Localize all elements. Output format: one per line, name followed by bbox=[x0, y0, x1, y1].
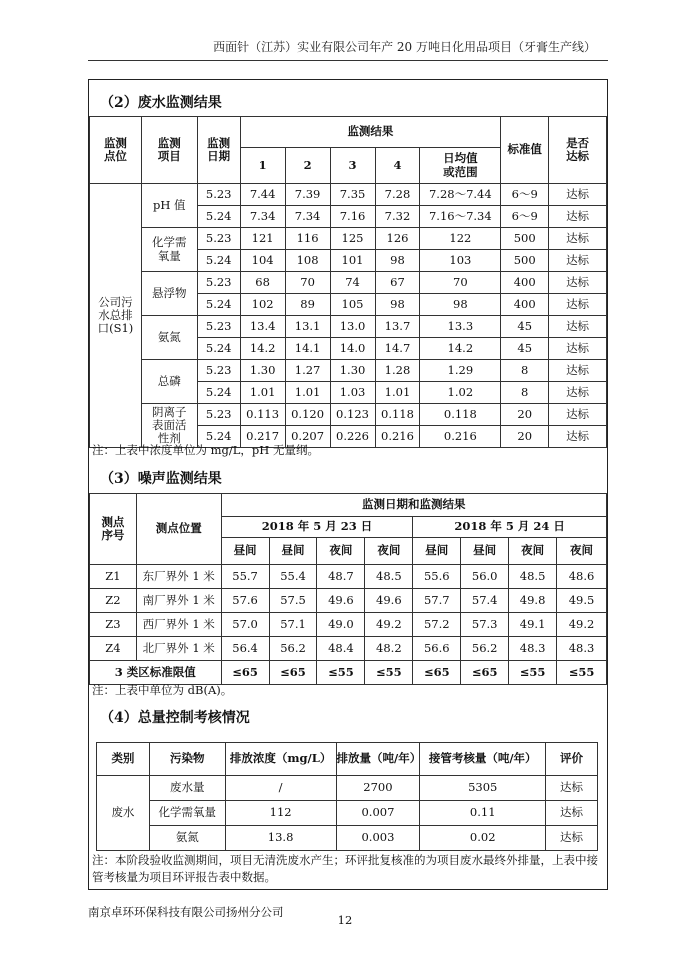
header-pollutant: 污染物 bbox=[149, 743, 225, 776]
value-cell: 7.32 bbox=[375, 206, 420, 228]
value-cell: 49.2 bbox=[557, 613, 607, 637]
limit-cell: ≤65 bbox=[269, 661, 317, 685]
table-row bbox=[90, 637, 607, 661]
value-cell: 1.30 bbox=[240, 360, 285, 382]
date-cell: 5.23 bbox=[197, 272, 240, 294]
daily-avg-cell: 7.28～7.44 bbox=[420, 184, 501, 206]
limit-cell: ≤65 bbox=[461, 661, 509, 685]
value-cell: 13.1 bbox=[285, 316, 330, 338]
header-r3: 3 bbox=[330, 148, 375, 184]
value-cell: 7.34 bbox=[240, 206, 285, 228]
value-cell: 89 bbox=[285, 294, 330, 316]
table-row bbox=[90, 404, 607, 426]
header-day: 昼间 bbox=[269, 538, 317, 565]
value-cell: 55.6 bbox=[413, 565, 461, 589]
standard-cell: 45 bbox=[501, 338, 549, 360]
header-group: 监测日期和监测结果 bbox=[221, 494, 606, 517]
noise-title: （3）噪声监测结果 bbox=[100, 471, 222, 487]
total-title: （4）总量控制考核情况 bbox=[100, 710, 250, 726]
value-cell: 7.44 bbox=[240, 184, 285, 206]
noise-note: 注：上表中单位为 dB(A)。 bbox=[92, 683, 233, 697]
value-cell: 56.2 bbox=[461, 637, 509, 661]
point-seq: Z1 bbox=[90, 565, 137, 589]
value-cell: 68 bbox=[240, 272, 285, 294]
value-cell: 101 bbox=[330, 250, 375, 272]
point-seq: Z3 bbox=[90, 613, 137, 637]
limit-label: 3 类区标准限值 bbox=[90, 661, 222, 685]
header-night: 夜间 bbox=[317, 538, 365, 565]
compliance-cell: 达标 bbox=[549, 382, 607, 404]
daily-avg-cell: 7.16～7.34 bbox=[420, 206, 501, 228]
value-cell: 49.5 bbox=[557, 589, 607, 613]
evaluation-cell: 达标 bbox=[546, 801, 598, 826]
evaluation-cell: 达标 bbox=[546, 826, 598, 851]
standard-cell: 6～9 bbox=[501, 184, 549, 206]
total-control-table bbox=[96, 742, 598, 851]
concentration-cell: 112 bbox=[225, 801, 336, 826]
limit-cell: ≤55 bbox=[365, 661, 413, 685]
value-cell: 48.5 bbox=[365, 565, 413, 589]
header-day: 昼间 bbox=[461, 538, 509, 565]
value-cell: 48.5 bbox=[509, 565, 557, 589]
value-cell: 67 bbox=[375, 272, 420, 294]
table-row bbox=[90, 228, 607, 250]
compliance-cell: 达标 bbox=[549, 250, 607, 272]
header-results: 监测结果 bbox=[240, 117, 501, 148]
value-cell: 74 bbox=[330, 272, 375, 294]
table-row bbox=[90, 613, 607, 637]
date-cell: 5.24 bbox=[197, 206, 240, 228]
limit-cell: ≤55 bbox=[509, 661, 557, 685]
value-cell: 57.1 bbox=[269, 613, 317, 637]
daily-avg-cell: 1.29 bbox=[420, 360, 501, 382]
table-row bbox=[90, 316, 607, 338]
value-cell: 49.8 bbox=[509, 589, 557, 613]
header-item: 监测 项目 bbox=[141, 117, 197, 184]
value-cell: 1.03 bbox=[330, 382, 375, 404]
value-cell: 57.5 bbox=[269, 589, 317, 613]
header-location: 测点位置 bbox=[136, 494, 221, 565]
limit-cell: ≤65 bbox=[413, 661, 461, 685]
value-cell: 121 bbox=[240, 228, 285, 250]
pollutant-name: 阴离子 表面活 性剂 bbox=[141, 404, 197, 448]
value-cell: 0.226 bbox=[330, 426, 375, 448]
standard-cell: 20 bbox=[501, 404, 549, 426]
limit-cell: ≤65 bbox=[221, 661, 269, 685]
header-seq: 测点 序号 bbox=[90, 494, 137, 565]
value-cell: 57.7 bbox=[413, 589, 461, 613]
value-cell: 49.6 bbox=[365, 589, 413, 613]
value-cell: 49.0 bbox=[317, 613, 365, 637]
compliance-cell: 达标 bbox=[549, 206, 607, 228]
point-seq: Z4 bbox=[90, 637, 137, 661]
point-seq: Z2 bbox=[90, 589, 137, 613]
amount-cell: 0.007 bbox=[336, 801, 420, 826]
daily-avg-cell: 103 bbox=[420, 250, 501, 272]
monitoring-point: 公司污 水总排 口(S1) bbox=[90, 184, 142, 448]
pollutant-cell: 氨氮 bbox=[149, 826, 225, 851]
standard-cell: 45 bbox=[501, 316, 549, 338]
wastewater-title: （2）废水监测结果 bbox=[100, 95, 222, 111]
pollutant-name: 氨氮 bbox=[141, 316, 197, 360]
value-cell: 98 bbox=[375, 250, 420, 272]
compliance-cell: 达标 bbox=[549, 184, 607, 206]
table-row bbox=[97, 776, 598, 801]
limit-cell: ≤55 bbox=[317, 661, 365, 685]
daily-avg-cell: 13.3 bbox=[420, 316, 501, 338]
page-number: 12 bbox=[337, 913, 353, 927]
header-night: 夜间 bbox=[509, 538, 557, 565]
value-cell: 1.27 bbox=[285, 360, 330, 382]
value-cell: 7.39 bbox=[285, 184, 330, 206]
value-cell: 48.4 bbox=[317, 637, 365, 661]
point-location: 南厂界外 1 米 bbox=[136, 589, 221, 613]
header-type: 类别 bbox=[97, 743, 150, 776]
header-rule bbox=[88, 60, 608, 61]
daily-avg-cell: 0.118 bbox=[420, 404, 501, 426]
value-cell: 1.28 bbox=[375, 360, 420, 382]
standard-cell: 6～9 bbox=[501, 206, 549, 228]
daily-avg-cell: 70 bbox=[420, 272, 501, 294]
total-note: 注：本阶段验收监测期间，项目无清洗废水产生；环评批复核准的为项目废水最终外排量，上表中接管考核量为项目环评报告表中数据。 bbox=[92, 853, 598, 884]
table-row bbox=[90, 589, 607, 613]
value-cell: 55.7 bbox=[221, 565, 269, 589]
value-cell: 0.216 bbox=[375, 426, 420, 448]
header-standard: 标准值 bbox=[501, 117, 549, 184]
value-cell: 57.2 bbox=[413, 613, 461, 637]
value-cell: 49.1 bbox=[509, 613, 557, 637]
value-cell: 1.01 bbox=[375, 382, 420, 404]
table-row bbox=[90, 565, 607, 589]
standard-cell: 8 bbox=[501, 360, 549, 382]
value-cell: 0.217 bbox=[240, 426, 285, 448]
table-row bbox=[97, 801, 598, 826]
value-cell: 14.7 bbox=[375, 338, 420, 360]
category-cell: 废水 bbox=[97, 776, 150, 851]
value-cell: 56.0 bbox=[461, 565, 509, 589]
header-conc: 排放浓度（mg/L） bbox=[225, 743, 336, 776]
value-cell: 48.3 bbox=[509, 637, 557, 661]
point-location: 北厂界外 1 米 bbox=[136, 637, 221, 661]
compliance-cell: 达标 bbox=[549, 294, 607, 316]
header-day: 昼间 bbox=[221, 538, 269, 565]
standard-cell: 400 bbox=[501, 294, 549, 316]
value-cell: 14.0 bbox=[330, 338, 375, 360]
standard-cell: 20 bbox=[501, 426, 549, 448]
point-location: 西厂界外 1 米 bbox=[136, 613, 221, 637]
daily-avg-cell: 0.216 bbox=[420, 426, 501, 448]
header-r4: 4 bbox=[375, 148, 420, 184]
daily-avg-cell: 122 bbox=[420, 228, 501, 250]
date-cell: 5.24 bbox=[197, 382, 240, 404]
date-cell: 5.23 bbox=[197, 316, 240, 338]
date-cell: 5.23 bbox=[197, 184, 240, 206]
header-date-1: 2018 年 5 月 23 日 bbox=[221, 517, 413, 538]
header-date: 监测 日期 bbox=[197, 117, 240, 184]
compliance-cell: 达标 bbox=[549, 338, 607, 360]
daily-avg-cell: 98 bbox=[420, 294, 501, 316]
table-row bbox=[90, 360, 607, 382]
header-date-2: 2018 年 5 月 24 日 bbox=[413, 517, 607, 538]
value-cell: 49.6 bbox=[317, 589, 365, 613]
value-cell: 14.2 bbox=[240, 338, 285, 360]
value-cell: 0.120 bbox=[285, 404, 330, 426]
value-cell: 126 bbox=[375, 228, 420, 250]
amount-cell: 0.003 bbox=[336, 826, 420, 851]
value-cell: 56.4 bbox=[221, 637, 269, 661]
value-cell: 116 bbox=[285, 228, 330, 250]
value-cell: 125 bbox=[330, 228, 375, 250]
date-cell: 5.23 bbox=[197, 360, 240, 382]
value-cell: 48.3 bbox=[557, 637, 607, 661]
header-daily-avg: 日均值 或范围 bbox=[420, 148, 501, 184]
concentration-cell: 13.8 bbox=[225, 826, 336, 851]
compliance-cell: 达标 bbox=[549, 426, 607, 448]
compliance-cell: 达标 bbox=[549, 272, 607, 294]
value-cell: 7.16 bbox=[330, 206, 375, 228]
header-amount: 排放量（吨/年） bbox=[336, 743, 420, 776]
value-cell: 57.4 bbox=[461, 589, 509, 613]
daily-avg-cell: 1.02 bbox=[420, 382, 501, 404]
value-cell: 108 bbox=[285, 250, 330, 272]
value-cell: 105 bbox=[330, 294, 375, 316]
pollutant-name: pH 值 bbox=[141, 184, 197, 228]
table-row bbox=[90, 117, 607, 148]
value-cell: 48.2 bbox=[365, 637, 413, 661]
date-cell: 5.24 bbox=[197, 294, 240, 316]
value-cell: 56.2 bbox=[269, 637, 317, 661]
pollutant-name: 化学需 氧量 bbox=[141, 228, 197, 272]
header-eval: 评价 bbox=[546, 743, 598, 776]
header-night: 夜间 bbox=[365, 538, 413, 565]
value-cell: 102 bbox=[240, 294, 285, 316]
pollutant-cell: 废水量 bbox=[149, 776, 225, 801]
footer-company: 南京卓环环保科技有限公司扬州分公司 bbox=[88, 905, 284, 919]
pollutant-cell: 化学需氧量 bbox=[149, 801, 225, 826]
table-row bbox=[97, 826, 598, 851]
concentration-cell: / bbox=[225, 776, 336, 801]
table-row bbox=[97, 743, 598, 776]
value-cell: 1.01 bbox=[285, 382, 330, 404]
compliance-cell: 达标 bbox=[549, 316, 607, 338]
value-cell: 13.4 bbox=[240, 316, 285, 338]
header-night: 夜间 bbox=[557, 538, 607, 565]
value-cell: 70 bbox=[285, 272, 330, 294]
limit-cell: ≤55 bbox=[557, 661, 607, 685]
value-cell: 48.6 bbox=[557, 565, 607, 589]
header-r2: 2 bbox=[285, 148, 330, 184]
value-cell: 57.0 bbox=[221, 613, 269, 637]
value-cell: 55.4 bbox=[269, 565, 317, 589]
pollutant-name: 悬浮物 bbox=[141, 272, 197, 316]
value-cell: 7.28 bbox=[375, 184, 420, 206]
value-cell: 0.207 bbox=[285, 426, 330, 448]
quota-cell: 5305 bbox=[420, 776, 546, 801]
compliance-cell: 达标 bbox=[549, 360, 607, 382]
value-cell: 0.123 bbox=[330, 404, 375, 426]
value-cell: 14.1 bbox=[285, 338, 330, 360]
evaluation-cell: 达标 bbox=[546, 776, 598, 801]
value-cell: 48.7 bbox=[317, 565, 365, 589]
amount-cell: 2700 bbox=[336, 776, 420, 801]
value-cell: 7.35 bbox=[330, 184, 375, 206]
table-row bbox=[90, 494, 607, 517]
value-cell: 57.3 bbox=[461, 613, 509, 637]
table-row bbox=[90, 661, 607, 685]
compliance-cell: 达标 bbox=[549, 228, 607, 250]
value-cell: 49.2 bbox=[365, 613, 413, 637]
value-cell: 104 bbox=[240, 250, 285, 272]
date-cell: 5.24 bbox=[197, 426, 240, 448]
date-cell: 5.23 bbox=[197, 228, 240, 250]
value-cell: 56.6 bbox=[413, 637, 461, 661]
wastewater-note: 注：上表中浓度单位为 mg/L，pH 无量纲。 bbox=[92, 443, 319, 457]
page-header: 西面针（江苏）实业有限公司年产 20 万吨日化用品项目（牙膏生产线） bbox=[213, 40, 596, 54]
wastewater-table bbox=[89, 116, 607, 448]
value-cell: 1.30 bbox=[330, 360, 375, 382]
standard-cell: 500 bbox=[501, 250, 549, 272]
value-cell: 98 bbox=[375, 294, 420, 316]
header-day: 昼间 bbox=[413, 538, 461, 565]
value-cell: 0.113 bbox=[240, 404, 285, 426]
table-row bbox=[90, 272, 607, 294]
header-quota: 接管考核量（吨/年） bbox=[420, 743, 546, 776]
compliance-cell: 达标 bbox=[549, 404, 607, 426]
value-cell: 13.0 bbox=[330, 316, 375, 338]
value-cell: 1.01 bbox=[240, 382, 285, 404]
value-cell: 0.118 bbox=[375, 404, 420, 426]
header-compliance: 是否 达标 bbox=[549, 117, 607, 184]
header-point: 监测 点位 bbox=[90, 117, 142, 184]
quota-cell: 0.11 bbox=[420, 801, 546, 826]
date-cell: 5.24 bbox=[197, 250, 240, 272]
value-cell: 57.6 bbox=[221, 589, 269, 613]
point-location: 东厂界外 1 米 bbox=[136, 565, 221, 589]
quota-cell: 0.02 bbox=[420, 826, 546, 851]
daily-avg-cell: 14.2 bbox=[420, 338, 501, 360]
pollutant-name: 总磷 bbox=[141, 360, 197, 404]
value-cell: 13.7 bbox=[375, 316, 420, 338]
date-cell: 5.23 bbox=[197, 404, 240, 426]
date-cell: 5.24 bbox=[197, 338, 240, 360]
value-cell: 7.34 bbox=[285, 206, 330, 228]
header-r1: 1 bbox=[240, 148, 285, 184]
standard-cell: 8 bbox=[501, 382, 549, 404]
table-row bbox=[90, 184, 607, 206]
standard-cell: 400 bbox=[501, 272, 549, 294]
standard-cell: 500 bbox=[501, 228, 549, 250]
noise-table bbox=[89, 493, 607, 685]
